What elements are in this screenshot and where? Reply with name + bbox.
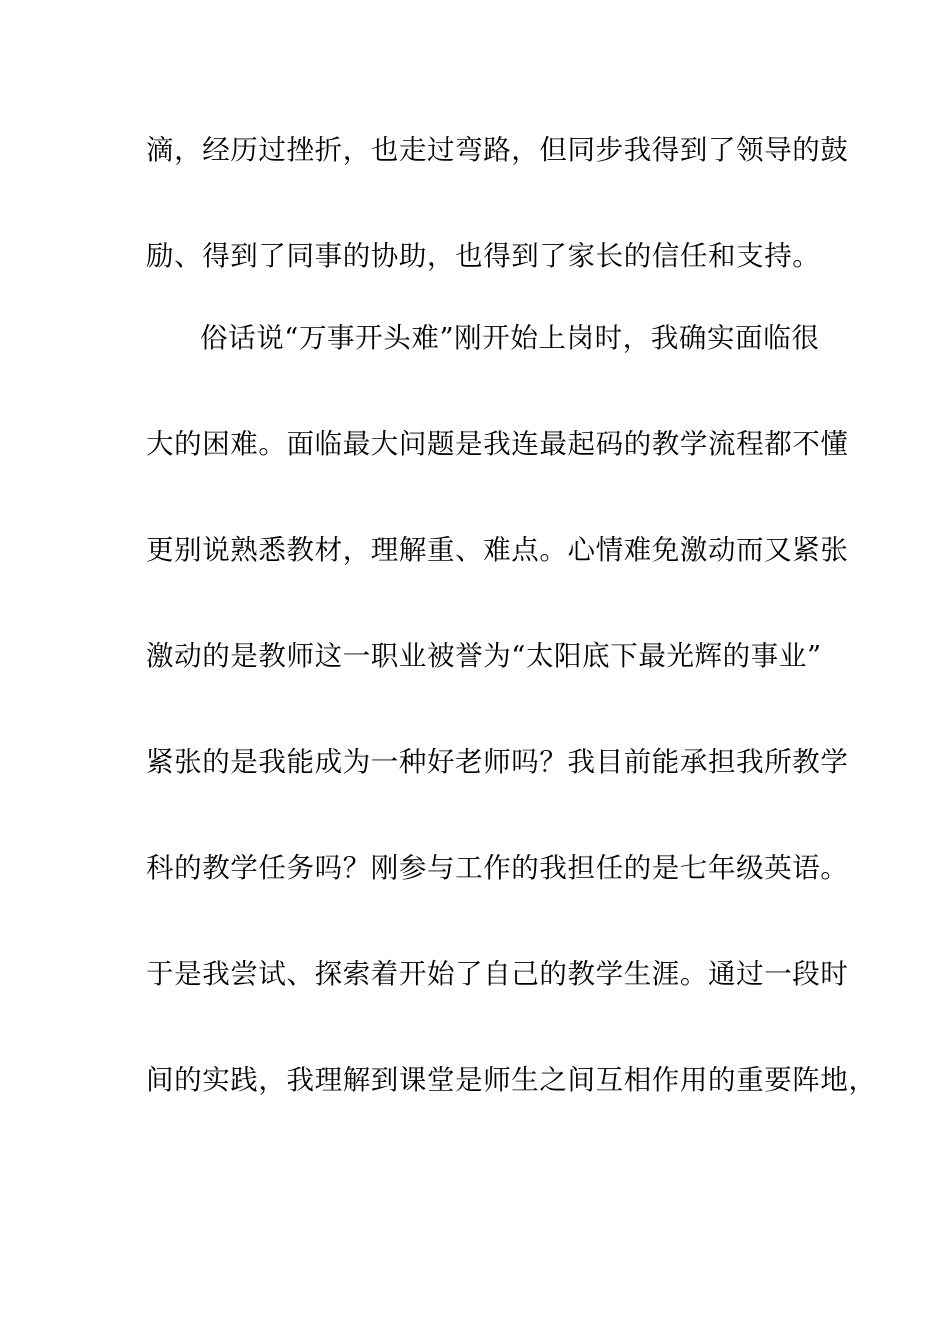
paragraph-start-line: 俗话说“万事开头难”刚开始上岗时，我确实面临很 xyxy=(200,322,820,354)
text-line: 更别说熟悉教材，理解重、难点。心情难免激动而又紧张 xyxy=(146,534,849,566)
text-line: 大的困难。面临最大问题是我连最起码的教学流程都不懂 xyxy=(146,428,849,460)
text-line: 滴，经历过挫折，也走过弯路，但同步我得到了领导的鼓 xyxy=(146,134,849,166)
text-line: 紧张的是我能成为一种好老师吗？我目前能承担我所教学 xyxy=(146,746,849,778)
text-line: 励、得到了同事的协助，也得到了家长的信任和支持。 xyxy=(146,240,821,272)
text-line: 激动的是教师这一职业被誉为“太阳底下最光辉的事业” xyxy=(146,640,822,672)
text-line: 间的实践，我理解到课堂是师生之间互相作用的重要阵地， xyxy=(146,1064,877,1096)
text-line: 于是我尝试、探索着开始了自己的教学生涯。通过一段时 xyxy=(146,958,849,990)
text-line: 科的教学任务吗？刚参与工作的我担任的是七年级英语。 xyxy=(146,852,849,884)
